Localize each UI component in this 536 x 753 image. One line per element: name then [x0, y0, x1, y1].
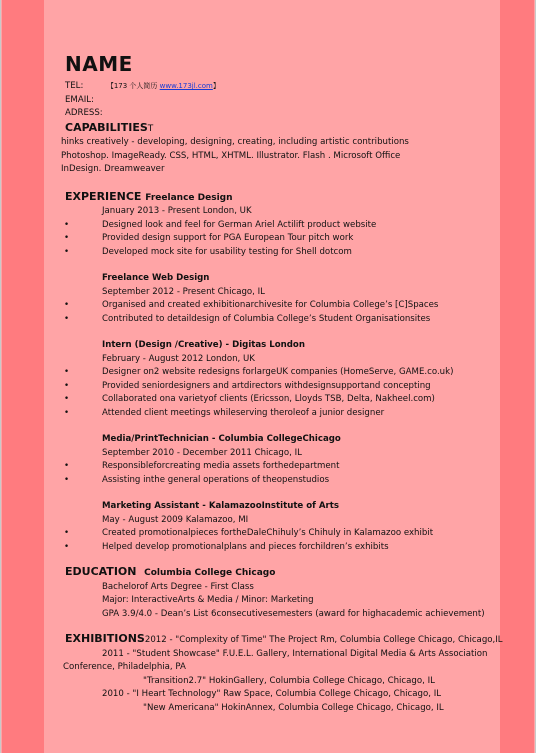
- exhibition-line-2-cont: Conference, Philadelphia, PA: [63, 662, 186, 672]
- job-date-freelance-web: September 2012 - Present Chicago, IL: [102, 286, 265, 297]
- exhibition-line-3: "Transition2.7" HokinGallery, Columbia College Chicago, Chicago, IL: [143, 675, 435, 686]
- site-link[interactable]: www.173jl.com: [159, 82, 213, 90]
- email-label: EMAIL:: [65, 94, 94, 105]
- tel-label: TEL:: [65, 81, 84, 91]
- experience-first-bullet-1: • Designed look and feel for German Ariel Actilift product website: [65, 219, 505, 233]
- exhibitions-title: EXHIBITIONS: [65, 632, 145, 645]
- education-title: EDUCATION: [65, 565, 137, 578]
- exhibition-line-5: "New Americana" HokinAnnex, Columbia College Chicago, Chicago, IL: [143, 702, 444, 713]
- job-title-digitas: Intern (Design /Creative) - Digitas London: [102, 340, 305, 350]
- job-bullet: • Designer on2 website redesigns forlargeUK companies (HomeServe, GAME.co.uk): [65, 366, 505, 380]
- capabilities-title-suffix: T: [147, 123, 154, 134]
- left-margin-band: [2, 0, 44, 753]
- job-date-kalamazoo: May - August 2009 Kalamazoo, MI: [102, 514, 249, 525]
- capabilities-title: CAPABILITIES: [65, 120, 148, 134]
- exhibitions-heading-line: [65, 632, 505, 648]
- job-title-kalamazoo: Marketing Assistant - KalamazooInstitute of Arts: [102, 501, 339, 511]
- exhibition-line-1: 2012 - "Complexity of Time" The Project Rm, Columbia College Chicago, Chicago,IL: [144, 635, 503, 645]
- resume-content: [61, 52, 505, 715]
- job-bullet: • Collaborated ona varietyof clients (Ericsson, Lloyds TSB, Delta, Nakheel.com): [65, 393, 505, 407]
- capabilities-line-2: Photoshop. ImageReady. CSS, HTML, XHTML. Illustrator. Flash . Microsoft Office: [61, 150, 401, 161]
- job-bullet: • Helped develop promotionalplans and pieces forchildren’s exhibits: [65, 541, 505, 555]
- job-bullet: • Provided seniordesigners and artdirectors withdesignsupportand concepting: [65, 380, 505, 394]
- experience-first-bullet-2: • Provided design support for PGA European Tour pitch work: [65, 232, 505, 246]
- job-bullet: • Responsibleforcreating media assets forthedepartment: [65, 460, 505, 474]
- job-bullet: • Contributed to detaildesign of Columbia College’s Student Organisationsites: [65, 313, 505, 327]
- job-date-digitas: February - August 2012 London, UK: [102, 353, 255, 364]
- job-bullet: • Created promotionalpieces fortheDaleChihuly’s Chihuly in Kalamazoo exhibit: [65, 527, 505, 541]
- resume-name: NAME: [65, 52, 133, 76]
- education-line-3: GPA 3.9/4.0 - Dean’s List 6consecutivesemesters (award for highacademic achievement): [102, 608, 485, 619]
- education-school: Columbia College Chicago: [144, 568, 276, 578]
- address-label: ADRESS:: [65, 108, 103, 118]
- education-heading: [65, 565, 505, 581]
- job-bullet: • Organised and created exhibitionarchivesite for Columbia College’s [C]Spaces: [65, 299, 505, 313]
- experience-heading: [65, 190, 505, 206]
- job-date-columbia: September 2010 - December 2011 Chicago, IL: [102, 447, 302, 458]
- experience-first-job-date: January 2013 - Present London, UK: [102, 206, 252, 216]
- job-title-freelance-web: Freelance Web Design: [102, 273, 210, 283]
- site-prefix: 【173 个人简历: [106, 82, 160, 90]
- capabilities-line-1: hinks creatively - developing, designing, creating, including artistic contributions: [61, 137, 409, 147]
- capabilities-heading: [65, 121, 505, 137]
- education-line-2: Major: InteractiveArts & Media / Minor: Marketing: [102, 595, 314, 605]
- right-margin-band: [500, 0, 534, 753]
- education-line-1: Bachelorof Arts Degree - First Class: [102, 581, 254, 592]
- capabilities-line-3: InDesign. Dreamweaver: [61, 164, 165, 174]
- site-suffix: 】: [212, 82, 220, 90]
- tel-line: [65, 80, 505, 94]
- job-title-columbia: Media/PrintTechnician - Columbia CollegeChicago: [102, 434, 341, 444]
- exhibition-line-2: 2011 - "Student Showcase" F.U.E.L. Gallery, International Digital Media & Arts Association: [102, 648, 488, 659]
- experience-title: EXPERIENCE: [65, 189, 142, 203]
- experience-first-job-title: Freelance Design: [145, 192, 233, 203]
- experience-first-bullet-3: • Developed mock site for usability testing for Shell dotcom: [65, 246, 505, 260]
- job-bullet: • Attended client meetings whileserving theroleof a junior designer: [65, 407, 505, 421]
- job-bullet: • Assisting inthe general operations of theopenstudios: [65, 474, 505, 488]
- exhibition-line-4: 2010 - "I Heart Technology" Raw Space, Columbia College Chicago, Chicago, IL: [102, 689, 442, 699]
